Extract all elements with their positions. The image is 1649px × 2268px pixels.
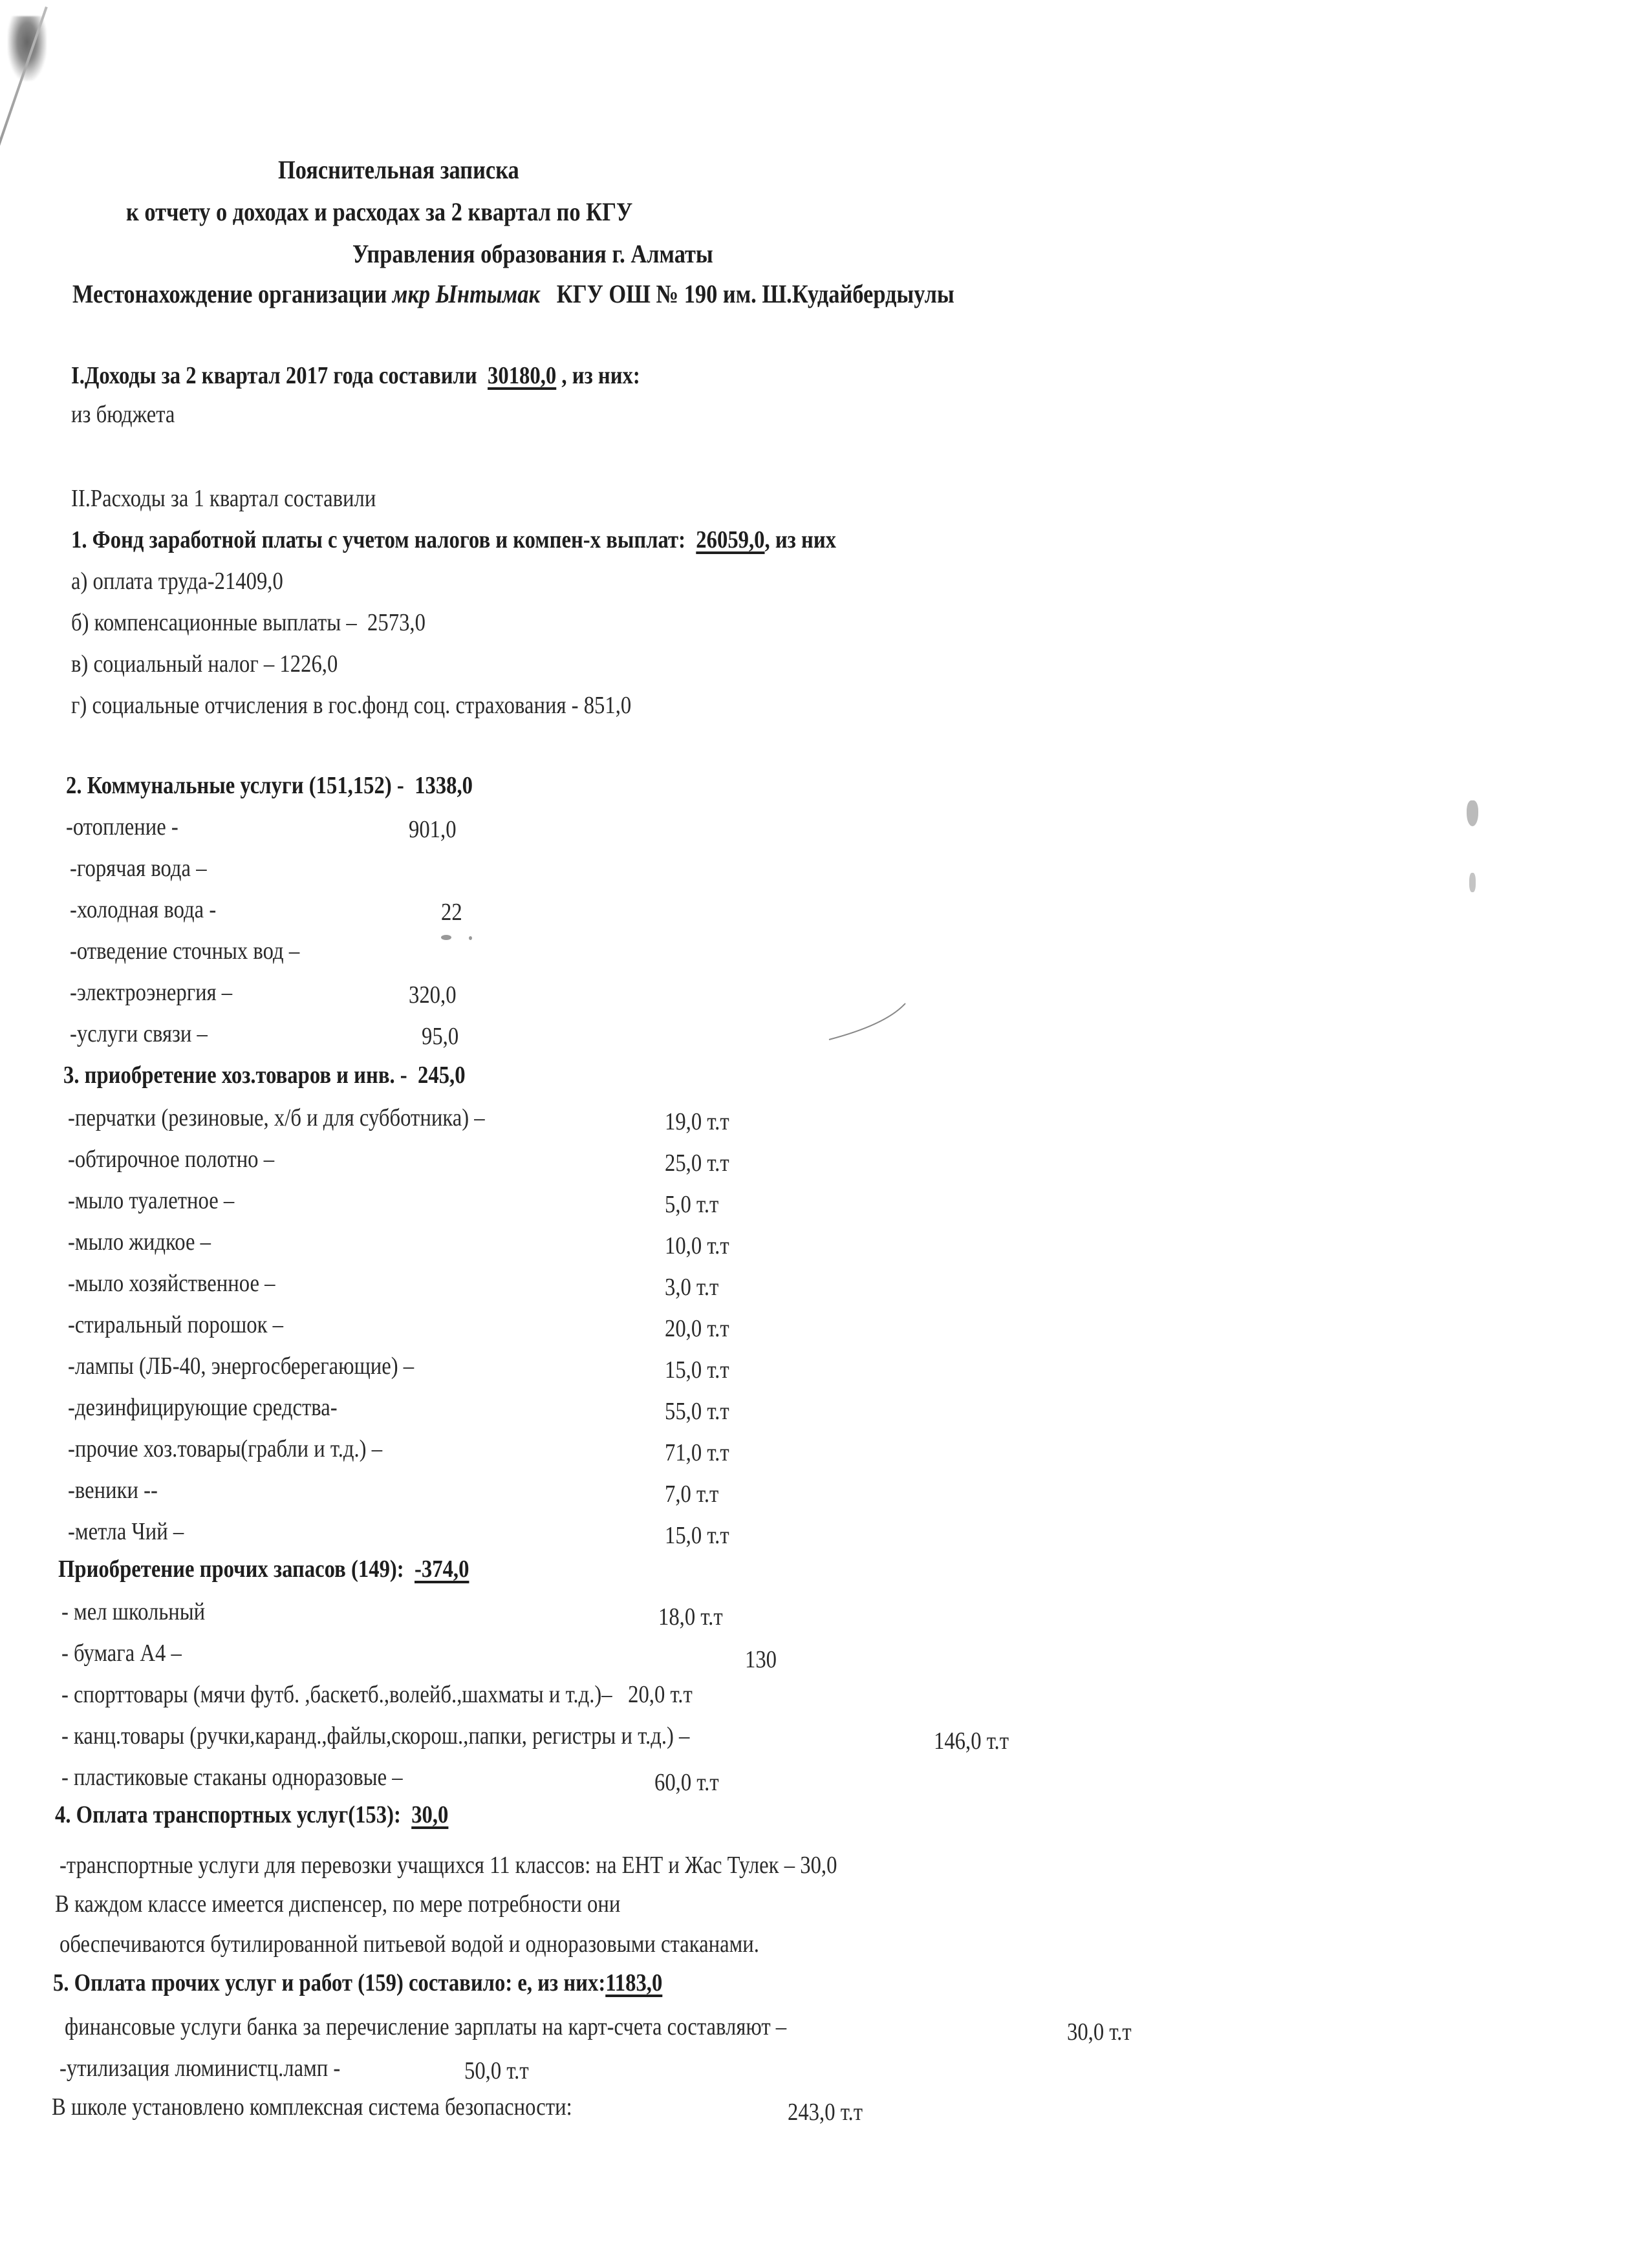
list-item-value: 22 (441, 899, 462, 926)
list-item-label: - пластиковые стаканы одноразовые – (61, 1764, 403, 1791)
list-item-value: 50,0 т.т (464, 2057, 529, 2084)
location-value: мкр Ынтымак (392, 279, 540, 308)
list-item-label: -холодная вода - (70, 896, 217, 923)
department-name: Управления образования г. Алматы (352, 239, 713, 268)
list-item-label: -стиральный порошок – (68, 1311, 284, 1338)
section-5-total: 1183,0 (605, 1969, 663, 1996)
list-item-value: 25,0 т.т (665, 1150, 729, 1177)
list-item-value: 71,0 т.т (665, 1439, 729, 1466)
list-item: а) оплата труда-21409,0 (71, 568, 283, 595)
list-item-value: 146,0 т.т (934, 1728, 1009, 1755)
section-3-total: 245,0 (418, 1062, 466, 1089)
other-supplies-heading: Приобретение прочих запасов (149): -374,0 (58, 1556, 469, 1583)
list-item-label: - мел школьный (61, 1598, 206, 1625)
list-item-value: 30,0 т.т (1067, 2018, 1132, 2046)
note-line: обеспечиваются бутилированной питьевой водой и одноразовыми стаканами. (59, 1931, 759, 1958)
list-item-label: -горячая вода – (70, 855, 207, 882)
scan-mark (441, 935, 451, 940)
list-item-value: 95,0 (422, 1023, 459, 1050)
list-item-value: 243,0 т.т (788, 2099, 863, 2126)
list-item-label: -отведение сточных вод – (70, 937, 300, 965)
section-4-heading: 4. Оплата транспортных услуг(153): 30,0 (55, 1801, 449, 1828)
list-item-value: 7,0 т.т (665, 1481, 719, 1508)
scan-mark (469, 936, 472, 940)
section-3-heading: 3. приобретение хоз.товаров и инв. - 245,0 (63, 1062, 466, 1089)
list-item-label: -мыло хозяйственное – (68, 1270, 275, 1297)
list-item-label: -дезинфицирующие средства- (68, 1394, 338, 1421)
list-item-value: 15,0 т.т (665, 1356, 729, 1384)
list-item: -транспортные услуги для перевозки учащихся 11 классов: на ЕНТ и Жас Тулек – 30,0 (59, 1852, 837, 1879)
list-item-label: -мыло жидкое – (68, 1228, 211, 1256)
list-item-label: -электроэнергия – (70, 979, 233, 1006)
expenses-heading: II.Расходы за 1 квартал составили (71, 485, 376, 512)
list-item-label: -перчатки (резиновые, х/б и для субботника) – (68, 1104, 485, 1131)
section-5-heading: 5. Оплата прочих услуг и работ (159) составило: е, из них:1183,0 (53, 1969, 663, 1996)
list-item: в) социальный налог – 1226,0 (71, 650, 338, 678)
note-line: В каждом классе имеется диспенсер, по мере потребности они (55, 1890, 621, 1918)
list-item-value: 10,0 т.т (665, 1232, 729, 1259)
list-item-value: 60,0 т.т (654, 1769, 719, 1796)
location-label: Местонахождение организации (72, 279, 387, 308)
list-item-value: 320,0 (409, 981, 457, 1009)
scan-pen-stroke (828, 1002, 918, 1047)
income-heading: I.Доходы за 2 квартал 2017 года составили 30180,0 , из них: (71, 362, 640, 389)
list-item-value: 5,0 т.т (665, 1191, 719, 1218)
list-item-label: -утилизация люминистц.ламп - (59, 2055, 341, 2082)
document-title: Пояснительная записка (278, 155, 519, 184)
organization-name: КГУ ОШ № 190 им. Ш.Кудайбердыулы (556, 279, 954, 308)
list-item-label: -обтирочное полотно – (68, 1146, 275, 1173)
list-item-label: финансовые услуги банка за перечисление зарплаты на карт-счета составляют – (65, 2013, 787, 2040)
list-item-label: -метла Чий – (68, 1518, 184, 1545)
section-1-heading: 1. Фонд заработной платы с учетом налогов и компен-х выплат: 26059,0, из них (71, 526, 836, 553)
list-item-label: - бумага А4 – (61, 1640, 182, 1667)
list-item-value: 19,0 т.т (665, 1108, 729, 1135)
list-item-value: 130 (745, 1646, 777, 1673)
list-item: г) социальные отчисления в гос.фонд соц. страхования - 851,0 (71, 692, 632, 719)
section-4-total: 30,0 (411, 1801, 449, 1828)
document-subtitle: к отчету о доходах и расходах за 2 квартал по КГУ (126, 197, 633, 226)
scan-mark (1467, 800, 1478, 826)
other-supplies-total: -374,0 (415, 1556, 469, 1583)
list-item-value: 18,0 т.т (658, 1603, 723, 1631)
list-item-value: 20,0 т.т (665, 1315, 729, 1342)
section-2-heading: 2. Коммунальные услуги (151,152) - 1338,0 (66, 772, 473, 799)
list-item-value: 901,0 (409, 816, 457, 843)
list-item-label: -прочие хоз.товары(грабли и т.д.) – (68, 1435, 383, 1462)
list-item-label: В школе установлено комплексная система безопасности: (52, 2093, 572, 2121)
income-total: 30180,0 (488, 362, 557, 389)
location-line (72, 279, 954, 309)
scan-mark (1469, 873, 1476, 892)
section-1-total: 26059,0 (696, 526, 765, 553)
income-source: из бюджета (71, 401, 175, 428)
list-item-label: -отопление - (66, 813, 178, 840)
list-item-label: -веники -- (68, 1477, 158, 1504)
list-item-label: - канц.товары (ручки,каранд.,файлы,скорош.,папки, регистры и т.д.) – (61, 1722, 690, 1749)
list-item: б) компенсационные выплаты – 2573,0 (71, 609, 426, 636)
list-item-label: -мыло туалетное – (68, 1187, 235, 1214)
list-item-value: 55,0 т.т (665, 1398, 729, 1425)
list-item-label: -лампы (ЛБ-40, энергосберегающие) – (68, 1353, 415, 1380)
list-item-value: 3,0 т.т (665, 1274, 719, 1301)
list-item-label: - спорттовары (мячи футб. ,баскетб.,волейб.,шахматы и т.д.)– 20,0 т.т (61, 1681, 693, 1708)
list-item-value: 15,0 т.т (665, 1522, 729, 1549)
section-2-total: 1338,0 (415, 772, 473, 799)
list-item-label: -услуги связи – (70, 1020, 208, 1047)
